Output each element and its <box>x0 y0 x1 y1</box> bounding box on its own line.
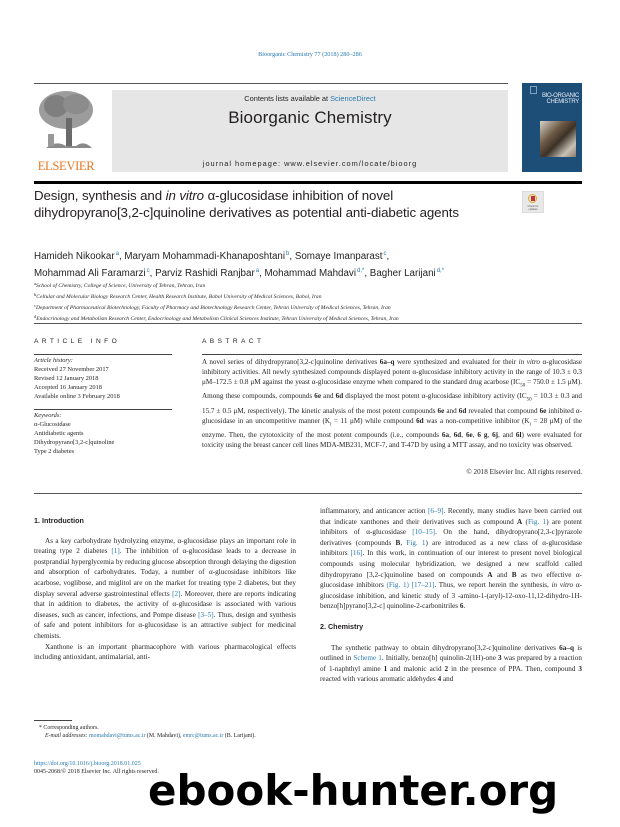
author-name: Mohammad Ali Faramarzi <box>34 268 146 279</box>
t: and <box>492 570 512 579</box>
t: . Initially, benzo[h] quinolin-2(1H)-one <box>381 654 498 663</box>
elsevier-wordmark: ELSEVIER <box>37 159 95 173</box>
footnote-rule <box>34 720 72 721</box>
homepage-link[interactable]: www.elsevier.com/locate/bioorg <box>284 159 418 168</box>
compound-ref: A <box>517 517 523 526</box>
t: α-glucosidase inhibitory activities. All newly synthesized compounds displayed potent α-glucosidase inhibitory activity in the range of 10.3 ± 0.3 μM–172.5 ± 0.8 μM against the yeast α-glucosidase enzyme when compared to the standard drug acarbose (IC <box>202 358 582 386</box>
contents-prefix: Contents lists available at <box>244 94 331 103</box>
t: . Recently, many studies have been carried out that indicate xanthones and their derivatives such as compound <box>320 507 583 526</box>
compound-ref: B <box>395 538 401 547</box>
chemistry-paragraph <box>320 643 582 685</box>
t: 50 <box>520 383 526 389</box>
elsevier-logo[interactable] <box>34 86 98 174</box>
keywords-label: Keywords: <box>34 412 62 419</box>
compound-ref: 6d <box>453 431 462 440</box>
t: was a non-competitive inhibitor (K <box>423 416 530 425</box>
author-list <box>34 247 594 281</box>
separator: , <box>386 251 390 262</box>
compound-ref: 6e <box>314 392 322 401</box>
elsevier-tree-icon <box>36 88 96 154</box>
compound-ref: 6d <box>416 416 424 425</box>
doi-link[interactable]: https://doi.org/10.1016/j.bioorg.2018.01.025 <box>34 761 141 767</box>
sciencedirect-link[interactable]: ScienceDirect <box>330 94 376 103</box>
affiliation-text: Cellular and Molecular Biology Research Center, Health Research Institute, Babol University of Medical Sciences, Babol, Iran <box>36 293 322 300</box>
compound-ref: 6a–q <box>559 643 574 652</box>
email-link[interactable]: emrc@tums.ac.ir <box>182 733 224 740</box>
citation-link[interactable]: [1] <box>111 547 120 556</box>
author[interactable] <box>34 251 119 262</box>
email-note <box>34 732 296 740</box>
t: . The inhibition of α-glucosidase leads to a decrease in postprandial hyperglycemia by reducing glucose absorption through delaying the digestion and absorption of carbohydrates. Today, a number of α-glucosidase inhibitors like acarbose, voglibose, and miglitol are on the market for treating type 2 diabetes, but they display several adverse gastrointestinal effects <box>34 547 296 598</box>
compound-ref: 3 <box>498 654 502 663</box>
t: and <box>321 392 336 401</box>
t: Xanthone is an important pharmacophore with various pharmacological effects including antioxidant, antimalarial, anti- <box>34 642 296 662</box>
compound-ref: 6l <box>515 431 522 440</box>
cover-title <box>524 93 579 105</box>
author-name: Mohammad Mahdavi <box>264 268 356 279</box>
t: in vitro <box>518 358 540 366</box>
title-text: Design, synthesis and <box>34 188 166 203</box>
section-rule-bottom <box>34 493 582 494</box>
t: = 10.3 ± 0.3 and 15.7 ± 0.5 μM, respectively). The kinetic analysis of the most potent compounds <box>202 392 583 415</box>
citation-link[interactable]: [16] <box>350 549 363 558</box>
separator: , <box>118 251 125 262</box>
cover-image <box>540 121 576 157</box>
affiliation-text: Department of Pharmaceutical Biotechnology, Faculty of Pharmacy and Biotechnology Research Center, Tehran University of Medical Sciences, Tehran, Iran <box>36 304 391 311</box>
cover-title-line1: BIO-ORGANIC <box>541 93 579 99</box>
introduction-heading: 1. Introduction <box>34 516 84 525</box>
t: i <box>330 422 332 428</box>
affiliation <box>34 280 604 291</box>
journal-name: Bioorganic Chemistry <box>228 108 392 127</box>
introduction-section <box>34 516 296 663</box>
t: were synthesized and evaluated for their <box>394 358 519 366</box>
compound-ref: 6d <box>458 406 467 415</box>
t: is outlined in <box>320 643 583 663</box>
doi-block <box>34 760 159 777</box>
figure-link[interactable]: (Fig. 1) <box>386 581 409 590</box>
keyword: Type 2 diabetes <box>34 447 75 455</box>
citation-link[interactable]: [10–15] <box>412 528 436 537</box>
affiliation-marker[interactable]: b <box>286 251 290 257</box>
journal-citation[interactable]: Bioorganic Chemistry 77 (2018) 280–286 <box>258 51 362 58</box>
right-column <box>320 506 582 685</box>
affiliation <box>34 313 604 324</box>
compound-ref: 1 <box>383 664 388 673</box>
citation-link[interactable]: [17–21] <box>411 581 435 590</box>
chemistry-heading: 2. Chemistry <box>320 621 364 631</box>
t: ) are introduced as a new class of α-glucosidase inhibitors <box>320 538 582 558</box>
scheme-link[interactable]: Scheme 1 <box>353 654 382 663</box>
affiliation-text: Endocrinology and Metabolism Research Center, Endocrinology and Metabolism Clinical Sciences Institute, Tehran University of Medical Sciences, Tehran, Iran <box>36 315 399 322</box>
t: = 750.0 ± 1.5 μM). Among these compounds, compounds <box>202 378 582 401</box>
compound-ref: 6a <box>441 431 450 440</box>
t: 50 <box>526 397 532 403</box>
compound-ref: 6 g <box>477 431 488 440</box>
affiliation-marker[interactable]: c <box>383 251 387 257</box>
compound-ref: 4 <box>437 675 442 684</box>
email-label: E-mail addresses: <box>45 733 89 740</box>
author-name: Somaye Imanparast <box>294 251 383 262</box>
t: . Thus, we report herein the synthesis, <box>434 581 552 590</box>
author-name: Parviz Rashidi Ranjbar <box>155 268 255 279</box>
affiliation-marker[interactable]: a <box>115 251 119 257</box>
homepage-label: journal homepage: <box>202 159 285 168</box>
citation-link[interactable]: [6–9] <box>427 507 444 515</box>
history-accepted: Accepted 16 January 2018 <box>34 383 102 391</box>
abstract-body <box>202 357 582 450</box>
t: was prepared by a reaction of 1-naphthyl amine <box>320 654 582 673</box>
separator: , <box>289 251 295 262</box>
t: i <box>529 422 531 428</box>
title-text-2: α-glucosidase inhibition of novel dihydropyrano[3,2-c]quinoline derivatives as potential anti-diabetic agents <box>34 188 459 220</box>
abstract-heading: ABSTRACT <box>202 338 265 345</box>
t: The synthetic pathway to obtain dihydropyrano[3,2-c]quinoline derivatives <box>331 643 560 652</box>
author[interactable] <box>124 251 289 262</box>
keywords <box>34 412 174 457</box>
figure-link[interactable]: Fig. 1 <box>406 538 426 547</box>
journal-cover[interactable] <box>522 83 582 172</box>
history-label: Article history: <box>34 357 73 364</box>
figure-link[interactable]: Fig. 1 <box>527 517 547 526</box>
email-link[interactable]: momahdavi@tums.ac.ir <box>88 733 146 740</box>
check-for-updates-button[interactable] <box>522 191 544 213</box>
t: inflammatory, and anticancer action <box>320 507 428 515</box>
t: ) are potent inhibitors of α-glucosidase <box>320 517 582 537</box>
keyword: Dihydropyrano[3,2-c]quinoline <box>34 438 115 446</box>
t: ( <box>522 517 528 526</box>
compound-ref: 3 <box>578 664 582 673</box>
article-title <box>34 188 494 221</box>
article-info-rule <box>34 354 172 355</box>
t: displayed the most potent α-glucosidase inhibitory activity (IC <box>343 392 527 401</box>
affiliation-key: a <box>34 281 36 286</box>
t: , <box>487 431 493 440</box>
history-received: Received 27 November 2017 <box>34 365 109 373</box>
t: (B. Larijani). <box>223 733 256 740</box>
history-revised: Revised 12 January 2018 <box>34 374 99 382</box>
compound-ref: 6j <box>492 431 499 440</box>
t: , <box>400 538 407 547</box>
abstract-rule <box>202 354 582 355</box>
separator: , <box>364 268 370 279</box>
separator: , <box>259 268 265 279</box>
intro-paragraph-1 <box>34 536 296 642</box>
affiliation <box>34 291 604 302</box>
t: . Thus, design and synthesis of safe and potent inhibitors for α-glucosidase is an attractive subject for medicinal chemists. <box>34 610 296 640</box>
header-rule <box>34 83 508 84</box>
t: and <box>441 675 454 684</box>
affiliation-key: c <box>34 302 36 308</box>
author[interactable] <box>265 268 365 279</box>
t: and <box>444 406 459 415</box>
affiliation-list <box>34 280 604 324</box>
t: = 11 μM) while compound <box>331 416 417 425</box>
t: , <box>449 431 454 440</box>
affiliation-marker[interactable]: d,* <box>357 268 365 274</box>
t: , <box>472 431 478 440</box>
compound-ref: 2 <box>444 664 449 673</box>
abstract-copyright: © 2018 Elsevier Inc. All rights reserved. <box>466 468 582 476</box>
separator: , <box>149 268 156 279</box>
watermark: ebook-hunter.org <box>148 766 559 815</box>
t: . On the hand, dihydropyrano[2,3-c]pyrazole derivatives (compounds <box>320 528 583 547</box>
t: as two effective α-glucosidase inhibitors <box>320 570 582 590</box>
keyword: Antidiabetic agents <box>34 429 84 437</box>
t: . <box>463 602 466 611</box>
compound-ref: 6e <box>437 406 445 415</box>
t: α-glucosidase inhibition, and kinetic study of 3 -amino-1-(aryl)-12-oxo-11,12-dihydro-1H-benzo[h]pyrano[3,2-c] quinoline-2-carbonitriles <box>320 581 583 611</box>
intro-paragraph-2 <box>34 642 296 663</box>
affiliation-marker[interactable]: d,* <box>436 268 445 274</box>
t: ) were evaluated for toxicity using the breast cancer cell lines MDA-MB231, MCF-7, and T-47D by using a MTT assay, and no toxicity was observed. <box>202 431 583 450</box>
compound-ref: 6e <box>539 406 547 415</box>
author[interactable] <box>155 268 259 279</box>
t: , <box>461 431 466 440</box>
crossmark-bookmark-icon <box>531 196 535 201</box>
compound-ref: 6e <box>465 431 473 440</box>
t: and malonic acid <box>387 664 445 673</box>
t: inhibited α-glucosidase in an uncompetitive manner (K <box>202 406 582 425</box>
citation-link[interactable]: [3–5] <box>198 610 214 619</box>
contents-available <box>112 94 508 103</box>
article-info-heading: ARTICLE INFO <box>34 338 121 345</box>
journal-homepage <box>112 159 508 168</box>
article-info-rule-2 <box>34 409 172 410</box>
history-online: Available online 3 February 2018 <box>34 392 120 400</box>
compound-ref: 6 <box>459 602 464 611</box>
t: . In this work, in continuation of our interest to present novel biological compounds using molecular hybridization, we designed a new scaffold called dihydropyrano [3,2-c]quinoline based on compounds <box>320 549 582 579</box>
author[interactable] <box>370 268 444 279</box>
affiliation-key: b <box>34 291 37 297</box>
author[interactable] <box>34 268 150 279</box>
author-name: Hamideh Nikookar <box>34 251 115 262</box>
t: revealed that compound <box>466 406 540 415</box>
cover-title-line2: CHEMISTRY <box>546 99 579 105</box>
t: = 28 μM) of the enzyme. Then, the cytotoxicity of the most potent compounds (i.e., compounds <box>202 416 582 440</box>
t: in the presence of PPA. Then, compound <box>448 664 579 673</box>
affiliation-marker[interactable]: c <box>146 268 150 274</box>
footnotes <box>34 724 296 740</box>
t: As a key carbohydrate hydrolyzing enzyme, α-glucosidase plays an important role in treating type 2 diabetes <box>34 536 296 556</box>
t: A novel series of dihydropyrano[3,2-c]quinoline derivatives <box>202 358 380 366</box>
title-italic: in vitro <box>165 188 204 203</box>
compound-ref: 6a–q <box>379 358 395 366</box>
keyword: α-Glucosidase <box>34 420 71 428</box>
affiliation-marker[interactable]: a <box>255 268 260 274</box>
compound-ref: A <box>487 570 493 579</box>
author-name: Bagher Larijani <box>369 268 436 279</box>
t: , and <box>498 431 516 440</box>
citation-link[interactable]: [2] <box>172 589 181 598</box>
t: in vitro <box>551 581 574 590</box>
t: . Moreover, there are reports indicating that in addition to diabetes, the activity of α-glucosidase is associated with various diseases, such as cancer, infections, and Pompe disease <box>34 589 296 619</box>
intro-continued <box>320 506 582 612</box>
corresponding-note: * Corresponding authors. <box>39 725 99 731</box>
t: (M. Mahdavi), <box>145 733 183 740</box>
author[interactable] <box>295 251 387 262</box>
article-history <box>34 357 174 402</box>
affiliation-key: d <box>34 313 37 319</box>
compound-ref: 6d <box>335 392 344 401</box>
author-name: Maryam Mohammadi-Khanaposhtani <box>124 251 286 262</box>
affiliation <box>34 302 604 313</box>
compound-ref: B <box>511 570 517 579</box>
affiliation-text: School of Chemistry, College of Science, University of Tehran, Tehran, Iran <box>36 283 206 289</box>
issn-line: 0045-2068/© 2018 Elsevier Inc. All rights reserved. <box>34 769 159 776</box>
section-rule <box>34 323 582 324</box>
t: reacted with various aromatic aldehydes <box>320 675 438 684</box>
crossmark-label: Check for updates <box>527 205 539 211</box>
header-thick-rule <box>34 181 582 184</box>
